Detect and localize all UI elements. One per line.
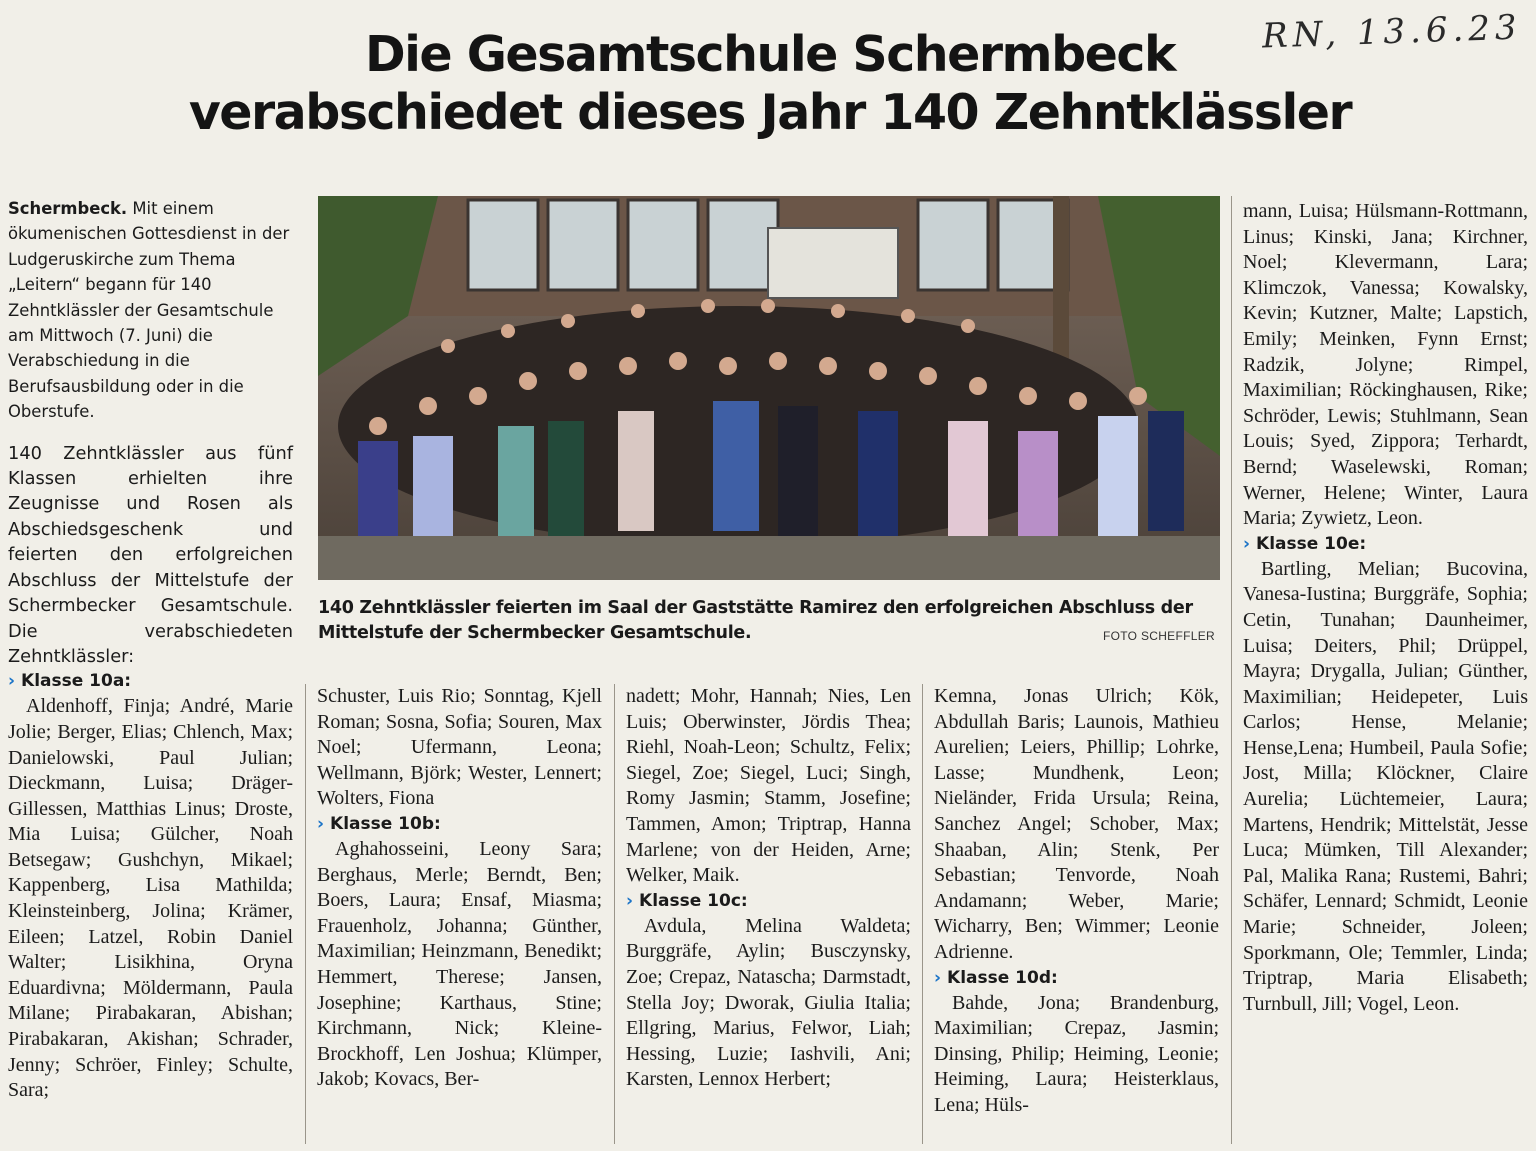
column-5 [1243, 199, 1528, 1017]
photo-credit: FOTO SCHEFFLER [1103, 629, 1215, 643]
headline-line-1: Die Gesamtschule Schermbeck [364, 26, 1176, 83]
class-heading-10d: › Klasse 10d: [934, 967, 1058, 988]
handwritten-date-note: RN, 13.6.23 [1261, 7, 1523, 57]
column-rule [922, 684, 923, 1144]
class-heading-10b: › Klasse 10b: [317, 813, 441, 834]
name-list-10c-part-2: Kemna, Jonas Ulrich; Kök, Abdullah Baris; Launois, Mathieu Aurelien; Leiers, Phillip; Lohrke, Lasse; Mundhenk, Leon; Nieländer, Frida Ursula; Reina, Sanchez Angel; Schober, Max; Shaaban, Alin; Stenk, Per Sebastian; Tenvorde, Noah Andamann; Weber, Marie; Wicharry, Ben; Wimmer; Leonie Adrienne. [934, 685, 1219, 963]
headline [110, 26, 1430, 142]
dateline: Schermbeck. [8, 199, 128, 218]
group-photo [318, 196, 1220, 580]
column-3 [626, 684, 911, 1093]
column-rule [1231, 196, 1232, 1144]
name-list-10a-part-2: Schuster, Luis Rio; Sonntag, Kjell Roman; Sosna, Sofia; Souren, Max Noel; Ufermann, Leona; Wellmann, Björk; Wester, Lennert; Wolters, Fiona [317, 685, 602, 810]
lead-text: Mit einem ökumenischen Gottesdienst in der Ludgeruskirche zum Thema „Leitern“ begann für 140 Zehntklässler der Gesamtschule am Mittwoch (7. Juni) die Verabschiedung in die Berufsausbildung oder in die Oberstufe. [8, 199, 290, 422]
name-list-10a-part-1: Aldenhoff, Finja; André, Marie Jolie; Berger, Elias; Chlench, Max; Danielowski, Paul Julian; Dieckmann, Luisa; Dräger-Gillessen, Matthias Linus; Droste, Mia Luisa; Gülcher, Noah Betsegaw; Gushchyn, Mikael; Kappenberg, Lisa Mathilda; Kleinsteinberg, Jolina; Krämer, Eileen; Latzel, Robin Daniel Walter; Lisikhina, Oryna Eduardivna; Möldermann, Paula Milane; Pirabakaran, Abishan; Pirabakaran, Akishan; Schrader, Jenny; Schröer, Finley; Schulte, Sara; [8, 695, 293, 1102]
name-list-10d-part-1: Bahde, Jona; Brandenburg, Maximilian; Crepaz, Jasmin; Dinsing, Philip; Heiming, Leonie; Heiming, Laura; Heisterklaus, Lena; Hüls- [934, 991, 1219, 1116]
chevron-right-icon: › [8, 671, 16, 692]
intro-paragraph: 140 Zehntklässler aus fünf Klassen erhielten ihre Zeugnisse und Rosen als Abschiedsgeschenk und feierten den erfolgreichen Abschluss der Mittelstufe der Schermbecker Gesamtschule. Die verabschiedeten Zehntklässler: [8, 442, 293, 667]
column-rule [305, 684, 306, 1144]
name-list-10c-part-1: Avdula, Melina Waldeta; Burggräfe, Aylin; Busczynsky, Zoe; Crepaz, Natascha; Darmstadt, Stella Joy; Dworak, Giulia Italia; Ellgring, Marius, Felwor, Liah; Hessing, Luzie; Iashvili, Ani; Karsten, Lennox Herbert; [626, 914, 911, 1091]
name-list-10b-part-1: Aghahosseini, Leony Sara; Berghaus, Merle; Berndt, Ben; Boers, Laura; Ensaf, Miasma; Frauenholz, Johanna; Günther, Maximilian; Heinzmann, Benedikt; Hemmert, Therese; Jansen, Josephine; Karthaus, Stine; Kirchmann, Nick; Kleine-Brockhoff, Len Joshua; Klümper, Jakob; Kovacs, Ber- [317, 837, 602, 1091]
class-heading-10a: › Klasse 10a: [8, 671, 132, 692]
headline-line-2: verabschiedet dieses Jahr 140 Zehntklässler [188, 84, 1352, 141]
lead-paragraph [8, 196, 293, 425]
name-list-10d-part-3: mann, Luisa; Hülsmann-Rottmann, Linus; Kinski, Jana; Kirchner, Noel; Klevermann, Lara; Klimczok, Vanessa; Kowalsky, Kevin; Kutzner, Malte; Lapstich, Emily; Meinken, Fynn Ernst; Radzik, Jolyne; Rimpel, Maximilian; Röckinghausen, Rike; Schröder, Lewis; Stuhlmann, Sean Louis; Syed, Zippora; Terhardt, Bernd; Waselewski, Roman; Werner, Helene; Winter, Laura Maria; Zywietz, Leon. [1243, 200, 1528, 530]
name-list-10e: Bartling, Melian; Bucovina, Vanesa-Iustina; Burggräfe, Sophia; Cetin, Tunahan; Daunheimer, Luisa; Deiters, Phil; Drüppel, Mayra; Drygalla, Julian; Günther, Maximilian; Heidepeter, Luis Carlos; Hense, Melanie; Hense,Lena; Humbeil, Paula Sofie; Jost, Milla; Klöckner, Claire Aurelia; Lüchtemeier, Laura; Martens, Hendrik; Mittelstät, Jesse Luca; Mümken, Till Alexander; Pal, Malika Rana; Rustemi, Bahri; Schäfer, Lennard; Schmidt, Leonie Marie; Schneider, Joleen; Sporkmann, Ole; Temmler, Linda; Triptrap, Maria Elisabeth; Turnbull, Jill; Vogel, Leon. [1243, 557, 1528, 1015]
group-photo-illustration [318, 196, 1220, 580]
column-2 [317, 684, 602, 1093]
chevron-right-icon: › [934, 967, 942, 988]
class-heading-10c: › Klasse 10c: [626, 890, 748, 911]
name-list-10b-part-2: nadett; Mohr, Hannah; Nies, Len Luis; Oberwinster, Jördis Thea; Riehl, Noah-Leon; Schultz, Felix; Siegel, Zoe; Siegel, Luci; Singh, Romy Jasmin; Stamm, Josefine; Tammen, Amon; Triptrap, Hanna Marlene; von der Heiden, Arne; Welker, Maik. [626, 685, 911, 887]
class-heading-10e: › Klasse 10e: [1243, 533, 1367, 554]
column-rule [614, 684, 615, 1144]
chevron-right-icon: › [626, 890, 634, 911]
photo-caption: 140 Zehntklässler feierten im Saal der Gaststätte Ramirez den erfolgreichen Abschluss der Mittelstufe der Schermbecker Gesamtschule. [318, 598, 1193, 643]
chevron-right-icon: › [1243, 533, 1251, 554]
chevron-right-icon: › [317, 813, 325, 834]
column-4 [934, 684, 1219, 1119]
column-1 [8, 196, 293, 1104]
